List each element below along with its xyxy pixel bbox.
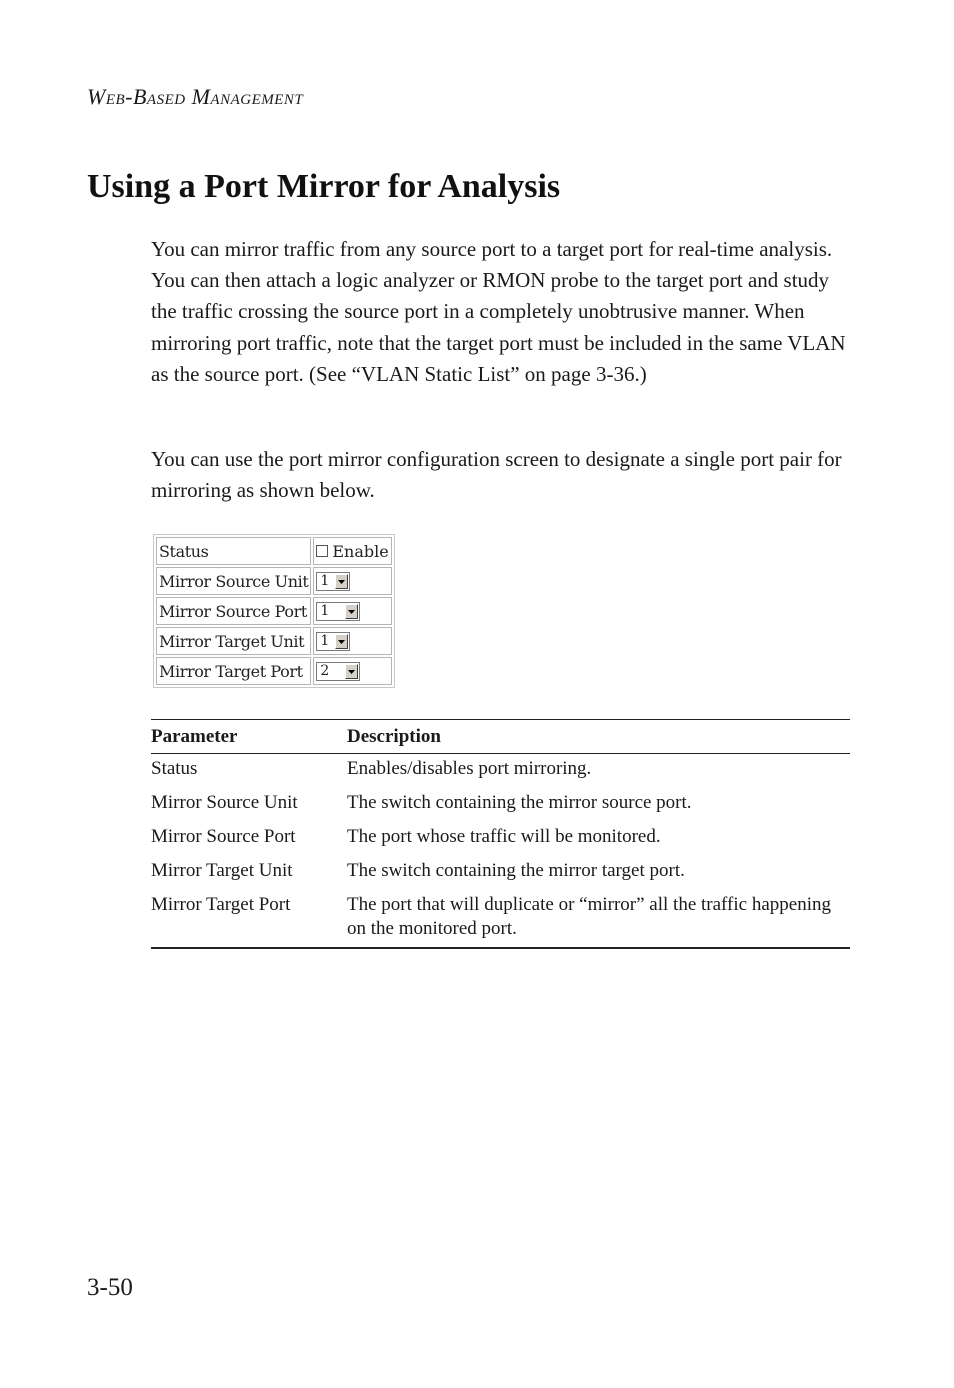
table-row xyxy=(151,889,850,948)
mirror-target-unit-cell xyxy=(313,627,391,655)
mirror-target-port-cell xyxy=(313,657,391,685)
table-row xyxy=(151,855,850,889)
chevron-down-icon[interactable] xyxy=(345,604,358,619)
parameter-cell: Mirror Source Port xyxy=(151,826,296,847)
enable-checkbox[interactable] xyxy=(316,545,328,557)
page-number: 3-50 xyxy=(87,1274,133,1301)
mirror-target-unit-row xyxy=(156,627,392,655)
mirror-source-port-select[interactable] xyxy=(316,602,360,621)
mirror-source-unit-label: Mirror Source Unit xyxy=(156,567,311,595)
parameter-cell: Mirror Target Unit xyxy=(151,860,293,881)
description-cell: The port whose traffic will be monitored. xyxy=(347,826,661,847)
description-cell: The switch containing the mirror target port. xyxy=(347,860,685,881)
header-description: Description xyxy=(347,725,441,747)
running-header: Web-Based Management xyxy=(87,84,304,109)
mirror-source-port-cell xyxy=(313,597,391,625)
parameter-cell: Mirror Target Port xyxy=(151,894,291,915)
mirror-target-port-select[interactable] xyxy=(316,662,360,681)
mirror-source-port-label: Mirror Source Port xyxy=(156,597,311,625)
description-cell: The port that will duplicate or “mirror” all the traffic happening on the monitored port. xyxy=(347,894,831,939)
description-cell: The switch containing the mirror source port. xyxy=(347,792,692,813)
status-value-cell xyxy=(313,537,391,565)
intro-paragraph: You can mirror traffic from any source port to a target port for real-time analysis. You can then attach a logic analyzer or RMON probe to the target port and study the traffic crossing the source port in a completely unobtrusive manner. When mirroring port traffic, note that the target port must be included in the same VLAN as the source port. (See “VLAN Static List” on page 3-36.) xyxy=(151,237,846,386)
parameter-table-header xyxy=(151,720,850,754)
chevron-down-icon[interactable] xyxy=(345,664,358,679)
status-label: Status xyxy=(156,537,311,565)
status-row xyxy=(156,537,392,565)
mirror-source-port-row xyxy=(156,597,392,625)
header-parameter: Parameter xyxy=(151,725,238,747)
chevron-down-icon[interactable] xyxy=(335,634,348,649)
parameter-table xyxy=(151,719,850,949)
form-intro-paragraph: You can use the port mirror configuration screen to designate a single port pair for mirroring as shown below. xyxy=(151,447,842,503)
mirror-source-unit-value: 1 xyxy=(320,573,330,589)
mirror-source-unit-row xyxy=(156,567,392,595)
mirror-source-port-value: 1 xyxy=(320,603,330,619)
mirror-target-port-label: Mirror Target Port xyxy=(156,657,311,685)
section-title: Using a Port Mirror for Analysis xyxy=(87,168,561,205)
mirror-target-unit-value: 1 xyxy=(320,633,330,649)
parameter-cell: Mirror Source Unit xyxy=(151,792,298,813)
table-row xyxy=(151,787,850,821)
port-mirror-form xyxy=(153,534,395,688)
mirror-target-port-value: 2 xyxy=(320,663,330,679)
chevron-down-icon[interactable] xyxy=(335,574,348,589)
enable-label: Enable xyxy=(332,541,389,561)
mirror-target-unit-label: Mirror Target Unit xyxy=(156,627,311,655)
mirror-target-port-row xyxy=(156,657,392,685)
description-cell: Enables/disables port mirroring. xyxy=(347,758,592,779)
mirror-source-unit-select[interactable] xyxy=(316,572,350,591)
table-row xyxy=(151,821,850,855)
mirror-source-unit-cell xyxy=(313,567,391,595)
table-row xyxy=(151,754,850,788)
parameter-cell: Status xyxy=(151,758,198,779)
mirror-target-unit-select[interactable] xyxy=(316,632,350,651)
